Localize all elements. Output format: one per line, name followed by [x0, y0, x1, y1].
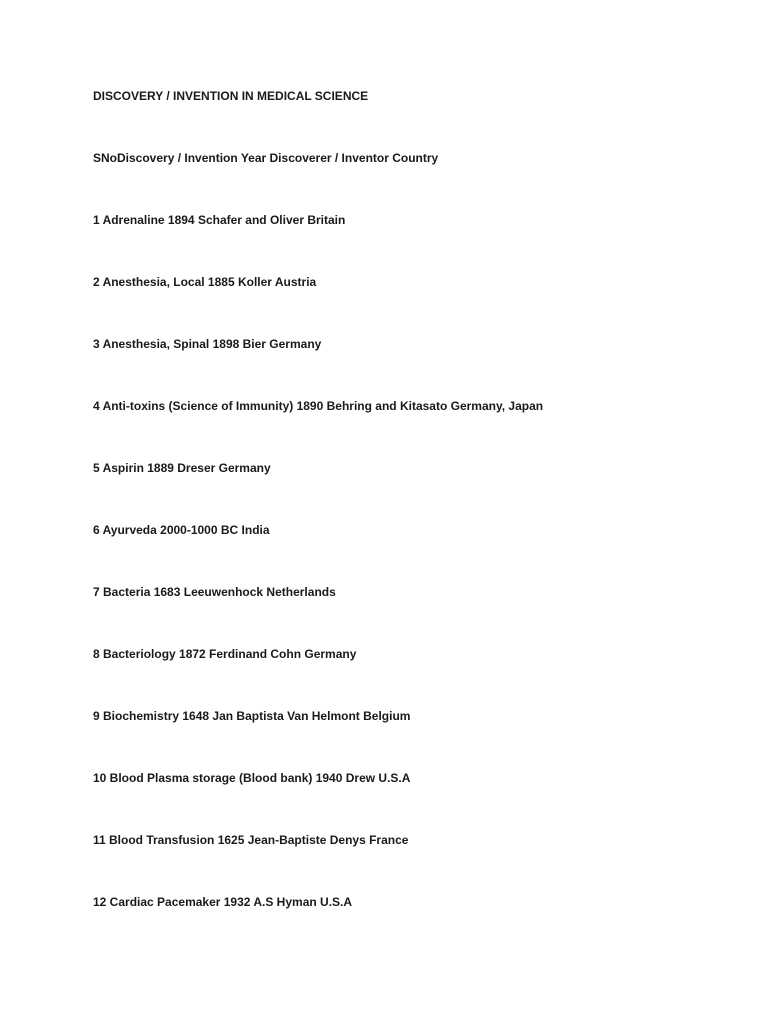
table-row: 8 Bacteriology 1872 Ferdinand Cohn Germany	[93, 647, 357, 661]
table-row: 11 Blood Transfusion 1625 Jean-Baptiste Denys France	[93, 833, 409, 847]
table-row: 1 Adrenaline 1894 Schafer and Oliver Britain	[93, 213, 346, 227]
table-row: 3 Anesthesia, Spinal 1898 Bier Germany	[93, 337, 322, 351]
table-row: 6 Ayurveda 2000-1000 BC India	[93, 523, 270, 537]
table-header-row: SNoDiscovery / Invention Year Discoverer / Inventor Country	[93, 151, 439, 165]
table-row: 2 Anesthesia, Local 1885 Koller Austria	[93, 275, 317, 289]
document-title: DISCOVERY / INVENTION IN MEDICAL SCIENCE	[93, 89, 369, 103]
table-row: 9 Biochemistry 1648 Jan Baptista Van Helmont Belgium	[93, 709, 411, 723]
table-row: 7 Bacteria 1683 Leeuwenhock Netherlands	[93, 585, 336, 599]
table-row: 10 Blood Plasma storage (Blood bank) 1940 Drew U.S.A	[93, 771, 411, 785]
table-row: 4 Anti-toxins (Science of Immunity) 1890 Behring and Kitasato Germany, Japan	[93, 399, 544, 413]
table-row: 12 Cardiac Pacemaker 1932 A.S Hyman U.S.A	[93, 895, 353, 909]
table-row: 5 Aspirin 1889 Dreser Germany	[93, 461, 271, 475]
